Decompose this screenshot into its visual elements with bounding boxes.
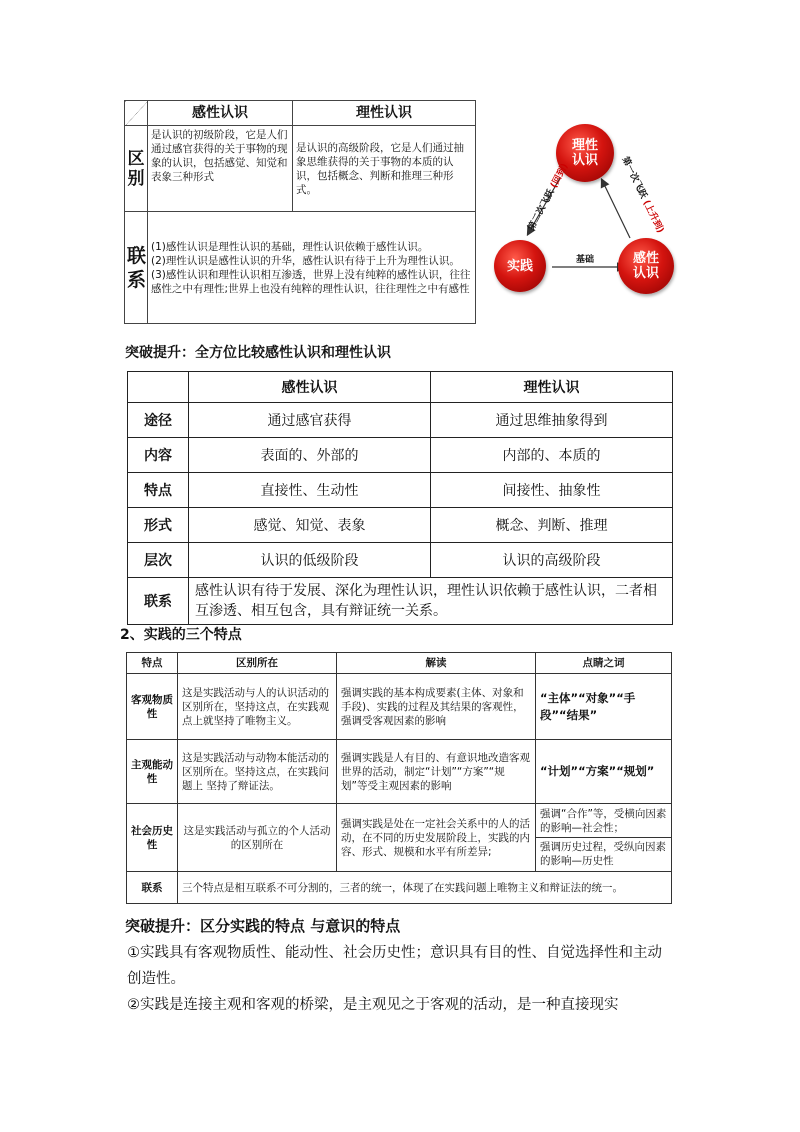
relation-cell: 三个特点是相互联系不可分割的，三者的统一，体现了在实践问题上唯物主义和辩证法的统一。: [178, 872, 672, 904]
paragraph: ①实践具有客观物质性、能动性、社会历史性；意识具有目的性、自觉选择性和主动创造性。: [127, 945, 662, 987]
keywords-cell: [536, 804, 672, 872]
table-row: [128, 473, 673, 508]
relation-cell: 感性认识有待于发展、深化为理性认识，理性认识依赖于感性认识，二者相互渗透、相互包含，具有辩证统一关系。: [189, 578, 673, 625]
rational-cell: 间接性、抽象性: [431, 473, 673, 508]
table-row: [128, 543, 673, 578]
perceptual-cell: 认识的低级阶段: [189, 543, 431, 578]
keyword-social: 强调“合作”等，受横向因素的影响—社会性；: [536, 805, 671, 838]
relation-item: (1)感性认识是理性认识的基础，理性认识依赖于感性认识。: [151, 240, 429, 253]
relation-cell: [148, 212, 476, 324]
difference-cell: 这是实践活动与人的认识活动的区别所在，坚持这点，在实践观点上就坚持了唯物主义。: [178, 674, 337, 740]
keyword-historical: 强调历史过程，受纵向因素的影响—历史性: [540, 841, 666, 867]
row-label: 客观物质性: [127, 674, 178, 740]
row-label: 内容: [128, 438, 189, 473]
paragraph: ②实践是连接主观和客观的桥梁，是主观见之于客观的活动，是一种直接现实: [127, 997, 619, 1013]
relation-item: (3)感性认识和理性认识相互渗透，世界上没有纯粹的感性认识，往往感性之中有理性;世界上也没有纯粹的理性认识，往往理性之中有感性: [151, 268, 471, 295]
node-practice: 实践: [494, 240, 546, 292]
edge-label-second-leap: 第二次飞跃 (回到): [526, 162, 571, 233]
perception-comparison-table: [124, 100, 476, 324]
table-row: [128, 578, 673, 625]
perceptual-cell: 通过感官获得: [189, 403, 431, 438]
row-label: 特点: [128, 473, 189, 508]
col-header-perceptual: 感性认识: [148, 101, 293, 126]
row-label: 联系: [127, 872, 178, 904]
corner-header: [128, 372, 189, 403]
heading-practice-features: 2、实践的三个特点: [120, 627, 242, 643]
col-header-difference: 区别所在: [178, 653, 337, 674]
table-row: [128, 438, 673, 473]
row-label: 主观能动性: [127, 740, 178, 804]
col-header-perceptual: 感性认识: [189, 372, 431, 403]
perceptual-definition: 是认识的初级阶段，它是人们通过感官获得的关于事物的现象的认识，包括感觉、知觉和表象三种形式: [148, 126, 293, 212]
edge-label-basis: 基础: [576, 255, 595, 265]
keywords-cell: “主体”“对象”“手段”“结果”: [536, 674, 672, 740]
row-label: 层次: [128, 543, 189, 578]
perceptual-cell: 直接性、生动性: [189, 473, 431, 508]
rational-cell: 通过思维抽象得到: [431, 403, 673, 438]
edge-label-first-leap: 第一次飞跃 (上升到): [619, 155, 666, 235]
col-header-explanation: 解读: [337, 653, 536, 674]
difference-cell: 这是实践活动与孤立的个人活动的区别所在: [178, 804, 337, 872]
table-row: [128, 403, 673, 438]
diagonal-header-cell: [125, 101, 148, 126]
row-label-difference: 区别: [125, 126, 148, 212]
table-row: [127, 872, 672, 904]
rational-cell: 概念、判断、推理: [431, 508, 673, 543]
col-header-rational: 理性认识: [431, 372, 673, 403]
col-header-feature: 特点: [127, 653, 178, 674]
difference-cell: 这是实践活动与动物本能活动的区别所在。坚持这点，在实践问题上 坚持了辩证法。: [178, 740, 337, 804]
row-label: 途径: [128, 403, 189, 438]
table-row: [127, 804, 672, 872]
col-header-rational: 理性认识: [293, 101, 476, 126]
node-perceptual: 感性认识: [618, 238, 674, 294]
heading-practice-vs-consciousness: 突破提升：区分实践的特点 与意识的特点: [125, 917, 401, 935]
row-label: 联系: [128, 578, 189, 625]
row-label-relation: 联系: [125, 212, 148, 324]
rational-cell: 内部的、本质的: [431, 438, 673, 473]
explanation-cell: 强调实践是处在一定社会关系中的人的活动，在不同的历史发展阶段上，实践的内容、形式、规模和水平有所差异;: [337, 804, 536, 872]
cognition-cycle-diagram: [490, 116, 680, 296]
practice-features-table: [126, 652, 672, 904]
relation-item: (2)理性认识是感性认识的升华，感性认识有待于上升为理性认识。: [151, 254, 460, 267]
row-label: 形式: [128, 508, 189, 543]
heading-compare: 突破提升：全方位比较感性认识和理性认识: [125, 345, 391, 361]
table-row: [127, 740, 672, 804]
perceptual-cell: 表面的、外部的: [189, 438, 431, 473]
rational-cell: 认识的高级阶段: [431, 543, 673, 578]
explanation-cell: 强调实践的基本构成要素(主体、对象和手段)、实践的过程及其结果的客观性，强调受客观因素的影响: [337, 674, 536, 740]
table-row: [128, 508, 673, 543]
explanation-cell: 强调实践是人有目的、有意识地改造客观世界的活动，制定“计划”“方案”“规划”等受主观因素的影响: [337, 740, 536, 804]
perceptual-cell: 感觉、知觉、表象: [189, 508, 431, 543]
keywords-cell: “计划”“方案”“规划”: [536, 740, 672, 804]
row-label: 社会历史性: [127, 804, 178, 872]
full-comparison-table: [127, 371, 673, 625]
table-row: [127, 674, 672, 740]
col-header-keywords: 点睛之词: [536, 653, 672, 674]
rational-definition: 是认识的高级阶段，它是人们通过抽象思维获得的关于事物的本质的认识，包括概念、判断和推理三种形式。: [293, 126, 476, 212]
node-rational: 理性认识: [556, 124, 614, 182]
arrow-to-rational: [602, 180, 630, 238]
